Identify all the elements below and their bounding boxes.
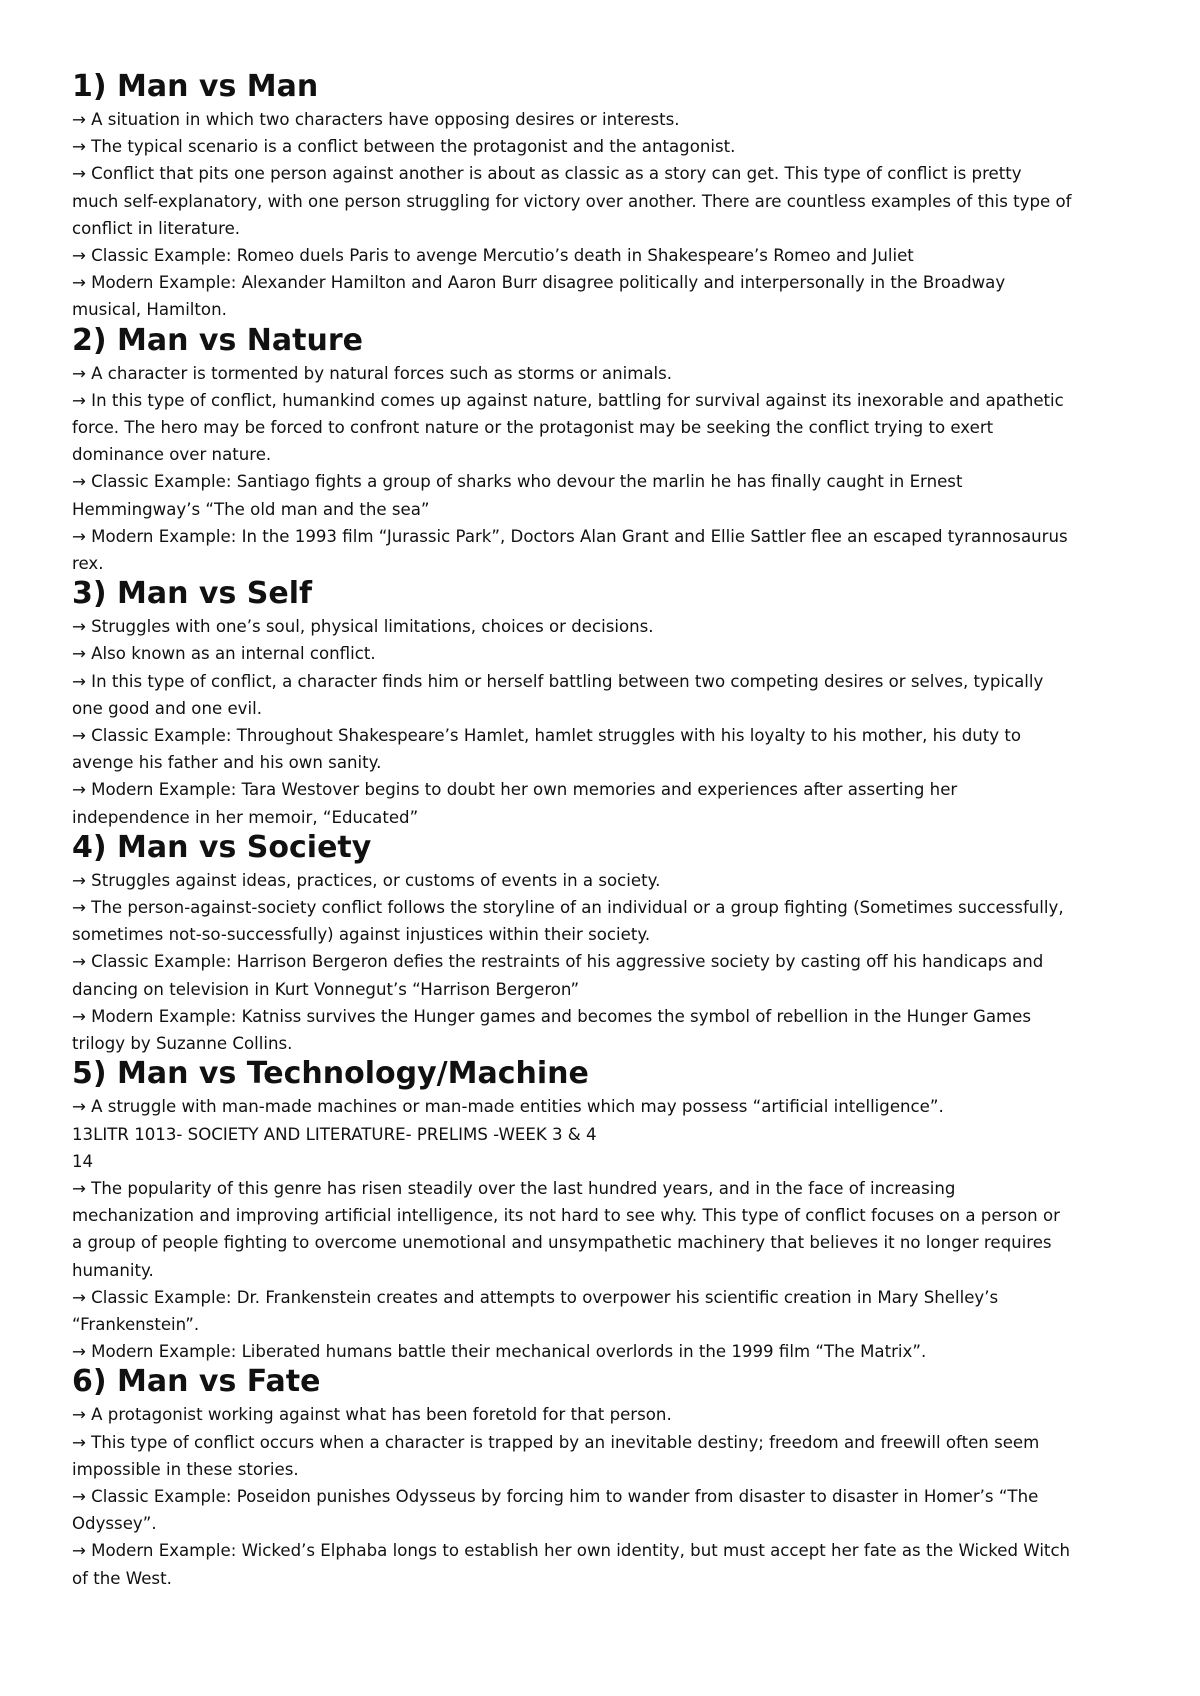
paragraph: → A protagonist working against what has been foretold for that person. [72,1405,672,1425]
paragraph: → Modern Example: Tara Westover begins to doubt her own memories and experiences after asserting her independence in her memoir, “Educated” [72,780,958,827]
paragraph: → Classic Example: Harrison Bergeron defies the restraints of his aggressive society by casting off his handicaps and dancing on television in Kurt Vonnegut’s “Harrison Bergeron” [72,952,1044,999]
section-title: 1) Man vs Man [72,69,319,104]
page-number: 14 [72,1151,94,1171]
section-title: 2) Man vs Nature [72,322,363,358]
course-footer: 13LITR 1013- SOCIETY AND LITERATURE- PRELIMS -WEEK 3 & 4 [72,1124,597,1144]
paragraph: → Classic Example: Dr. Frankenstein creates and attempts to overpower his scientific creation in Mary Shelley’s “Frankenstein”. [72,1287,999,1334]
paragraph: → Conflict that pits one person against another is about as classic as a story can get. This type of conflict is pretty much self-explanatory, with one person struggling for victory over another. There are countless examples of this type of conflict in literature. [72,164,1072,238]
paragraph: → A character is tormented by natural forces such as storms or animals. [72,363,673,383]
document-page [72,70,1072,1592]
section-title: 4) Man vs Society [72,829,372,865]
section-man-vs-man [72,70,1072,324]
paragraph: → Struggles with one’s soul, physical limitations, choices or decisions. [72,617,654,637]
section-title: 6) Man vs Fate [72,1364,321,1400]
paragraph: → A situation in which two characters have opposing desires or interests. [72,110,680,129]
paragraph: → The typical scenario is a conflict between the protagonist and the antagonist. [72,137,736,157]
paragraph: → Classic Example: Throughout Shakespeare’s Hamlet, hamlet struggles with his loyalty to his mother, his duty to avenge his father and his own sanity. [72,726,1022,773]
paragraph: → In this type of conflict, humankind comes up against nature, battling for survival against its inexorable and apathetic force. The hero may be forced to confront nature or the protagonist may be seeking the conflict trying to exert dominance over nature. [72,390,1064,465]
paragraph: → Modern Example: Liberated humans battle their mechanical overlords in the 1999 film “The Matrix”. [72,1342,927,1362]
section-title: 3) Man vs Self [72,576,313,612]
paragraph: → Classic Example: Poseidon punishes Odysseus by forcing him to wander from disaster to disaster in Homer’s “The Odyssey”. [72,1486,1039,1534]
paragraph: → The person-against-society conflict follows the storyline of an individual or a group fighting (Sometimes successfully, sometimes not-so-successfully) against injustices within their society. [72,898,1064,945]
section-title: 5) Man vs Technology/Machine [72,1056,589,1092]
section-man-vs-technology [72,1057,1072,1365]
paragraph: → In this type of conflict, a character finds him or herself battling between two competing desires or selves, typically one good and one evil. [72,671,1044,718]
paragraph: → A struggle with man-made machines or man-made entities which may possess “artificial intelligence”. [72,1097,944,1117]
paragraph: → Struggles against ideas, practices, or customs of events in a society. [72,870,661,890]
paragraph: → Modern Example: In the 1993 film “Jurassic Park”, Doctors Alan Grant and Ellie Sattler flee an escaped tyrannosaurus rex. [72,526,1068,574]
section-man-vs-society [72,831,1072,1057]
section-man-vs-nature [72,324,1072,578]
paragraph: → Classic Example: Romeo duels Paris to avenge Mercutio’s death in Shakespeare’s Romeo and Juliet [72,246,914,266]
section-man-vs-fate [72,1365,1072,1591]
paragraph: → Modern Example: Wicked’s Elphaba longs to establish her own identity, but must accept her fate as the Wicked Witch of the West. [72,1541,1071,1588]
paragraph: → This type of conflict occurs when a character is trapped by an inevitable destiny; freedom and freewill often seem impossible in these stories. [72,1432,1040,1479]
paragraph: → Modern Example: Katniss survives the Hunger games and becomes the symbol of rebellion in the Hunger Games trilogy by Suzanne Collins. [72,1006,1032,1054]
section-man-vs-self [72,577,1072,831]
paragraph: → Modern Example: Alexander Hamilton and Aaron Burr disagree politically and interpersonally in the Broadway musical, Hamilton. [72,273,1006,320]
paragraph: → Classic Example: Santiago fights a group of sharks who devour the marlin he has finally caught in Ernest Hemmingway’s “The old man and the sea” [72,472,963,519]
paragraph: → Also known as an internal conflict. [72,644,376,664]
paragraph: → The popularity of this genre has risen steadily over the last hundred years, and in the face of increasing mechanization and improving artificial intelligence, its not hard to see why. This type of conflict focuses on a person or a group of people fighting to overcome unemotional and unsympathetic machinery that believes it no longer requires humanity. [72,1178,1060,1280]
